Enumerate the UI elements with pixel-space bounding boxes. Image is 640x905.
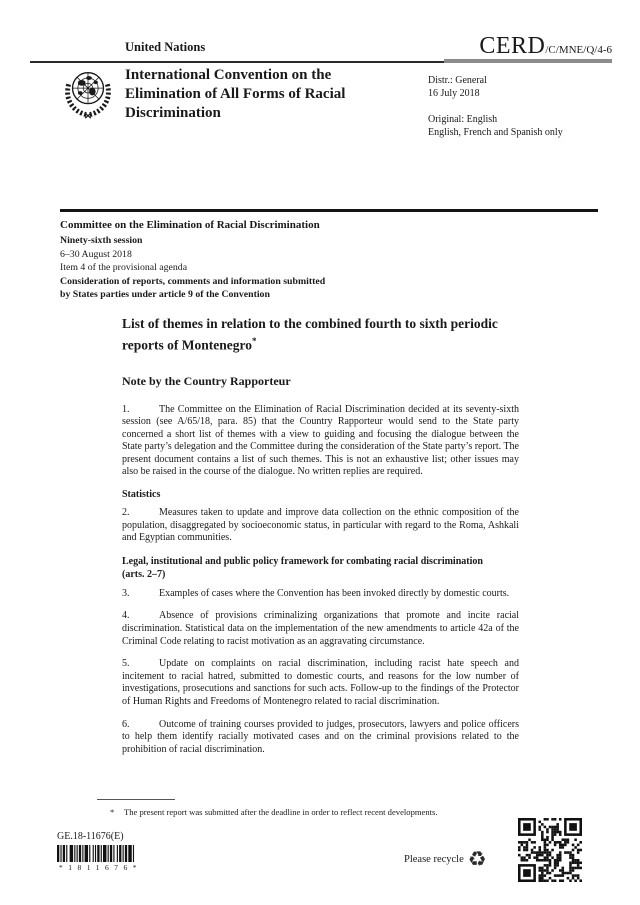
org-name: United Nations (125, 40, 206, 54)
title-footnote-marker: * (251, 335, 257, 346)
paragraph-4: 4. Absence of provisions criminalizing organizations that promote and incite racial discrimination. Statistical data on the implementation of the new amendments to article 42a of the Criminal Code relating to racist motivation as an aggravating circumstance. (122, 610, 519, 647)
header-rule-right (444, 59, 612, 63)
committee-name: Committee on the Elimination of Racial Discrimination (60, 219, 320, 231)
paragraph-5: 5. Update on complaints on racial discrimination, including racist hate speech and incitement to racial hatred, submitted to domestic courts, and reasons for the low number of investigations, prosecutions and sanctions for such acts. Follow-up to the findings of the Protector of Human Rights and Freedoms of Montenegro related to racial discrimination. (122, 658, 519, 707)
heading-legal-articles: (arts. 2–7) (122, 568, 166, 580)
distr-line: Distr.: General (428, 75, 487, 86)
date-line: 16 July 2018 (428, 88, 480, 99)
footnote-text: The present report was submitted after the deadline in order to reflect recent developments. (124, 807, 438, 817)
paragraph-2: 2. Measures taken to update and improve data collection on the ethnic composition of the population, disaggregated by socioeconomic status, in particular with regard to the Roma, Ashkali and Egyptian communities. (122, 507, 519, 544)
paragraph-1-number: 1. (122, 403, 130, 415)
convention-title: International Convention on the Elimination of All Forms of Racial Discrimination (125, 67, 346, 121)
session-block (60, 218, 325, 302)
footnote-rule (97, 799, 175, 800)
session-dates: 6–30 August 2018 (60, 248, 132, 260)
un-emblem-icon (59, 64, 117, 122)
ge-number: GE.18-11676(E) (57, 831, 124, 842)
document-symbol-suffix: /C/MNE/Q/4-6 (545, 44, 612, 56)
agenda-item: Item 4 of the provisional agenda (60, 262, 188, 273)
document-title: List of themes in relation to the combined fourth to sixth periodic reports of Montenegro* (122, 316, 498, 352)
paragraph-6: 6. Outcome of training courses provided to judges, prosecutors, lawyers and police officers to help them identify racially motivated cases and on the criminal provisions related to the prohibition of racial discrimination. (122, 718, 519, 755)
section-divider-rule (60, 209, 598, 212)
paragraph-4-number: 4. (122, 610, 130, 622)
barcode-image (57, 845, 151, 872)
paragraph-5-number: 5. (122, 658, 130, 670)
original-language-line: Original: English (428, 114, 498, 125)
distribution-block (428, 74, 563, 139)
recycle-icon: ♻ (467, 847, 487, 871)
agenda-title-line2: by States parties under article 9 of the Convention (60, 289, 270, 300)
qr-code-image (518, 818, 582, 882)
agenda-title-line1: Consideration of reports, comments and information submitted (60, 275, 326, 287)
main-content (122, 315, 519, 766)
session-name: Ninety-sixth session (60, 235, 143, 246)
barcode-digits: *1811676* (59, 863, 142, 872)
recycle-row (404, 849, 487, 870)
header-rule-left (30, 61, 444, 63)
paragraph-2-number: 2. (122, 507, 130, 519)
paragraph-1: 1. The Committee on the Elimination of Racial Discrimination decided at its seventy-sixth session (see A/65/18, para. 85) that the Country Rapporteur would send to the State party concerned a short list of themes with a view to guiding and focusing the dialogue between the State party’s delegation and the Committee during the consideration of the State party’s report. The present document contains a list of such themes. This is not an exhaustive list; other issues may also be raised in the course of the dialogue. No written replies are required. (122, 403, 519, 478)
languages-line: English, French and Spanish only (428, 127, 563, 138)
heading-legal-framework: Legal, institutional and public policy framework for combating racial discrimination (arts. 2–7) (122, 555, 519, 581)
heading-statistics: Statistics (122, 489, 161, 501)
recycle-label: Please recycle (404, 854, 464, 865)
paragraph-3-number: 3. (122, 587, 130, 599)
document-symbol-main: CERD (479, 33, 546, 59)
document-symbol (479, 33, 612, 60)
paragraph-3: 3. Examples of cases where the Convention has been invoked directly by domestic courts. (122, 587, 510, 599)
footnote (110, 807, 550, 817)
footnote-marker: * (110, 807, 115, 817)
paragraph-6-number: 6. (122, 718, 130, 730)
document-subtitle: Note by the Country Rapporteur (122, 373, 291, 388)
